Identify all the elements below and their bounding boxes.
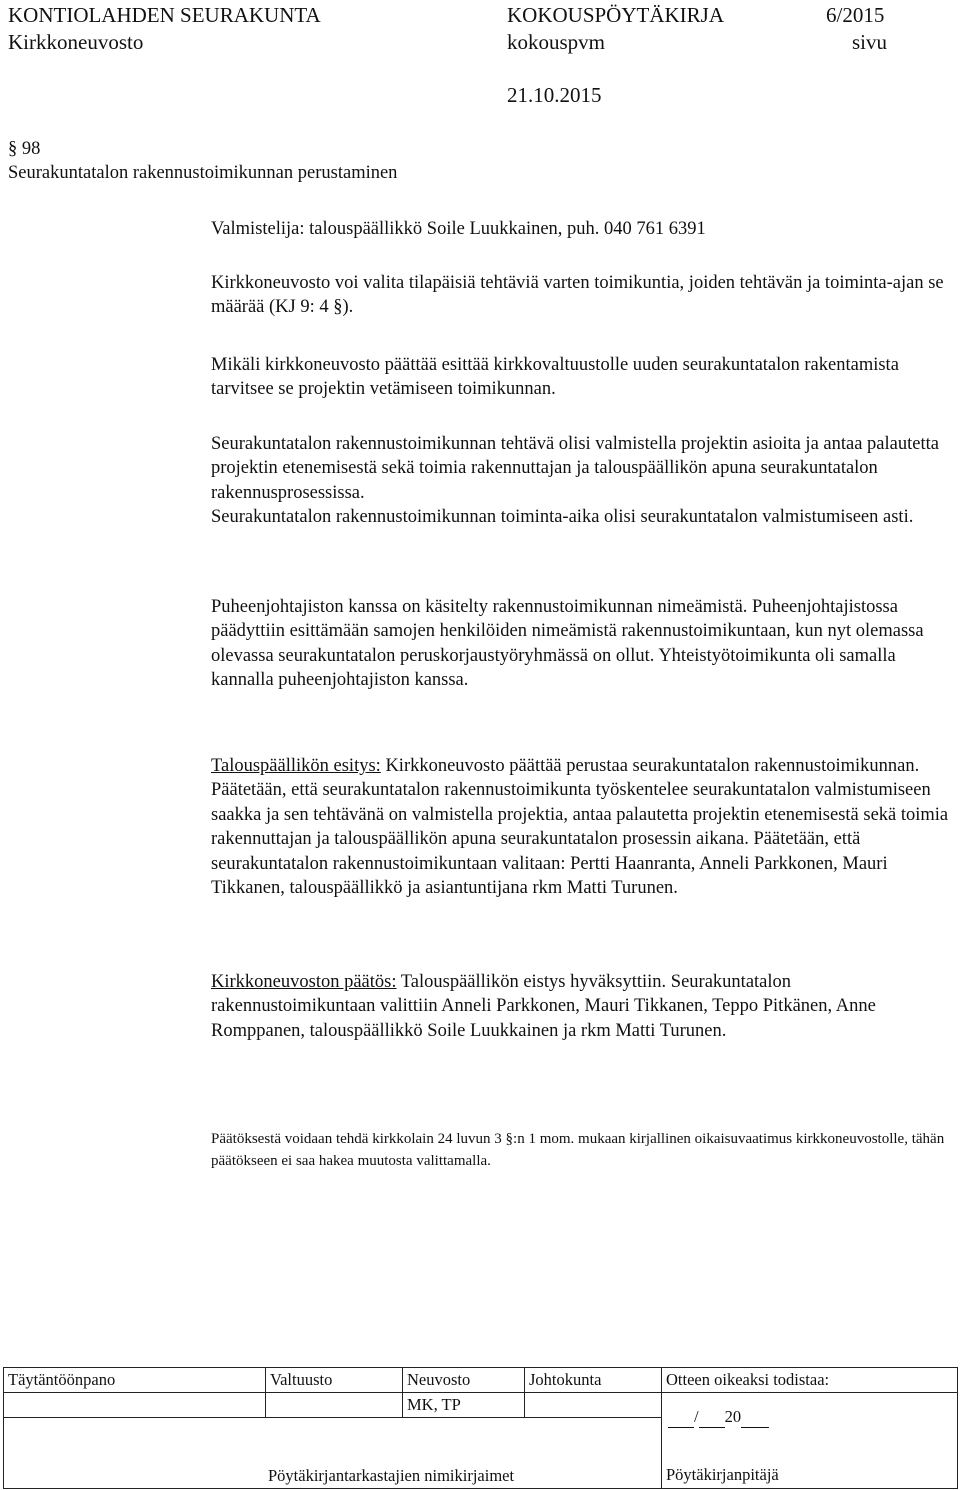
paragraph-4 xyxy=(211,595,951,693)
appeal-note xyxy=(211,1128,956,1172)
paragraph-3a-text: Seurakuntatalon rakennustoimikunnan tehtävä olisi valmistella projektin asioita ja antaa palautetta projektin etenemisestä sekä toimia rakennuttajan ja talouspäällikön apuna seurakuntatalon rakennusprosessissa. xyxy=(211,434,939,503)
execution-cell xyxy=(4,1393,266,1418)
council-cell xyxy=(266,1393,403,1418)
paragraph-4-text: Puheenjohtajiston kanssa on käsitelty rakennustoimikunnan nimeämistä. Puheenjohtajistossa päädyttiin esittämään samojen henkilöiden nimeämistä rakennustoimikuntaan, kun nyt olemassa olevassa seurakuntatalon peruskorjaustyöryhmässä on ollut. Yhteistyötoimikunta oli samalla kannalla puheenjohtajiston kanssa. xyxy=(211,597,924,691)
paragraph-2-text: Mikäli kirkkoneuvosto päättää esittää kirkkovaltuustolle uuden seurakuntatalon rakentamista tarvitsee se projektin vetämiseen toimikunnan. xyxy=(211,355,899,400)
council-header: Valtuusto xyxy=(266,1368,403,1393)
document-number: 6/2015 xyxy=(826,3,885,27)
board-cell: MK, TP xyxy=(403,1393,525,1418)
preparer-text: Valmistelija: talouspäällikkö Soile Luukkainen, puh. 040 761 6391 xyxy=(211,219,706,239)
date-separator: / xyxy=(694,1407,699,1426)
decision-text: Talouspäällikön eistys hyväksyttiin. Seurakuntatalon rakennustoimikuntaan valittiin Anneli Parkkonen, Mauri Tikkanen, Teppo Pitkänen, Anne Romppanen, talouspäällikkö Soile Luukkainen ja rkm Matti Turunen. xyxy=(211,972,876,1041)
management-cell xyxy=(525,1393,662,1418)
preparer-line xyxy=(211,217,951,241)
body-name: Kirkkoneuvosto xyxy=(8,30,144,54)
management-header: Johtokunta xyxy=(525,1368,662,1393)
inspectors-cell xyxy=(4,1418,662,1489)
section-number: 98 xyxy=(21,139,41,159)
meeting-date-label: kokouspvm xyxy=(507,30,606,54)
page-label: sivu xyxy=(852,30,888,54)
certified-cell xyxy=(662,1393,958,1489)
appeal-note-text: Päätöksestä voidaan tehdä kirkkolain 24 luvun 3 §:n 1 mom. mukaan kirjallinen oikaisuvaatimus kirkkoneuvostolle, tähän päätökseen ei saa hakea muutosta valittamalla. xyxy=(211,1131,945,1169)
secretary-label: Pöytäkirjanpitäjä xyxy=(666,1465,779,1484)
year-prefix: 20 xyxy=(724,1407,742,1426)
document-type: KOKOUSPÖYTÄKIRJA xyxy=(507,3,725,27)
inspectors-label: Pöytäkirjantarkastajien nimikirjaimet xyxy=(268,1466,515,1485)
board-header: Neuvosto xyxy=(403,1368,525,1393)
execution-header: Täytäntöönpano xyxy=(4,1368,266,1393)
decision-paragraph xyxy=(211,970,951,1043)
paragraph-1 xyxy=(211,271,951,320)
certified-date-line xyxy=(668,1407,769,1428)
proposal-label: Talouspäällikön esitys: xyxy=(211,756,381,776)
paragraph-3b-text: Seurakuntatalon rakennustoimikunnan toiminta-aika olisi seurakuntatalon valmistumiseen asti. xyxy=(211,507,914,528)
decision-label: Kirkkoneuvoston päätös: xyxy=(211,972,397,992)
proposal-text-block xyxy=(211,754,951,900)
certified-header: Otteen oikeaksi todistaa: xyxy=(662,1368,958,1393)
proposal-paragraph xyxy=(211,754,951,900)
organization-name: KONTIOLAHDEN SEURAKUNTA xyxy=(8,3,321,27)
proposal-text: Kirkkoneuvosto päättää perustaa seurakuntatalon rakennustoimikunnan. Päätetään, että seurakuntatalon rakennustoimikunta työskentelee seurakuntatalon valmistumiseen saakka ja sen tehtävänä on valmistella projektia, antaa palautetta projektin etenemisestä sekä toimia rakennuttajan ja talouspäällikön apuna seurakuntatalon prosessin aikana. Päätetään, että seurakuntatalon rakennustoimikuntaan valitaan: Pertti Haanranta, Anneli Parkkonen, Mauri Tikkanen, talouspäällikkö ja asiantuntijana rkm Matti Turunen. xyxy=(211,756,949,899)
section-symbol: § xyxy=(8,139,18,159)
paragraph-2 xyxy=(211,353,951,402)
section-heading xyxy=(8,137,40,161)
paragraph-3 xyxy=(211,432,951,530)
section-title: Seurakuntatalon rakennustoimikunnan perustaminen xyxy=(8,163,398,183)
decision-text-block xyxy=(211,970,951,1043)
meeting-date: 21.10.2015 xyxy=(507,83,602,107)
paragraph-1-text: Kirkkoneuvosto voi valita tilapäisiä tehtäviä varten toimikuntia, joiden tehtävän ja toiminta-ajan se määrää (KJ 9: 4 §). xyxy=(211,273,944,318)
signature-table xyxy=(3,1367,958,1489)
